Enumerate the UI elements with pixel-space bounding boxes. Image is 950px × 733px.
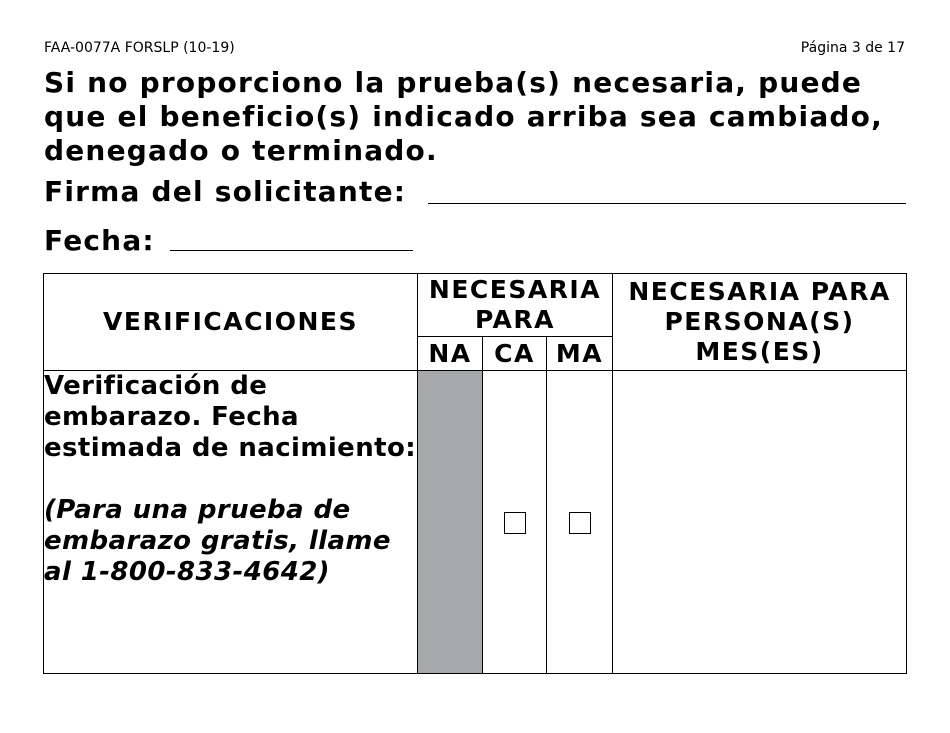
signature-line[interactable]: [428, 203, 906, 204]
verification-note: (Para una prueba de embarazo gratis, llame al 1-800-833-4642): [44, 495, 391, 587]
verification-description: Verificación de embarazo. Fecha estimada de nacimiento:: [44, 371, 417, 463]
ma-cell: [547, 371, 613, 674]
header-ca: CA: [483, 337, 547, 371]
page-number: Página 3 de 17: [800, 40, 905, 56]
notice-text: Si no proporciono la prueba(s) necesaria, puede que el beneficio(s) indicado arriba sea cambiado, denegado o terminado.: [44, 66, 883, 167]
ca-checkbox[interactable]: [504, 512, 526, 534]
form-id: FAA-0077A FORSLP (10-19): [44, 40, 235, 56]
header-na: NA: [418, 337, 483, 371]
date-line[interactable]: [170, 250, 413, 251]
verification-table: [43, 273, 907, 674]
table-row: [44, 371, 907, 674]
signature-label: Firma del solicitante:: [44, 175, 407, 208]
header-necesaria-para: NECESARIA PARA: [418, 274, 613, 337]
header-ma: MA: [547, 337, 613, 371]
date-label: Fecha:: [44, 224, 155, 257]
header-persona-line2: PERSONA(S): [664, 307, 855, 336]
header-persona-line1: NECESARIA PARA: [628, 277, 891, 306]
header-verificaciones: VERIFICACIONES: [44, 274, 418, 371]
header-persona-line3: MES(ES): [695, 337, 824, 366]
ma-checkbox[interactable]: [569, 512, 591, 534]
persona-mes-input-cell[interactable]: [613, 371, 907, 674]
verification-description-cell: [44, 371, 418, 674]
na-shaded-cell: [418, 371, 483, 674]
ca-cell: [483, 371, 547, 674]
header-persona-mes: [613, 274, 907, 371]
